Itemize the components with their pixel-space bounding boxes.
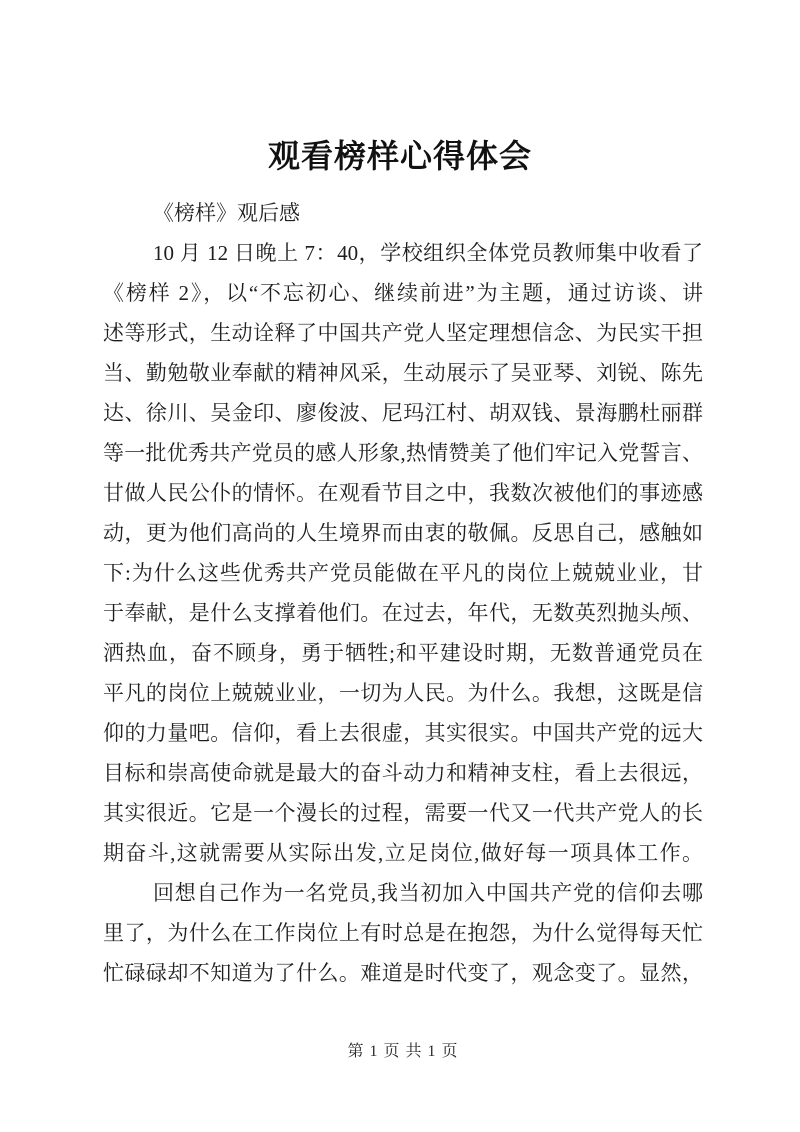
text-line: 平凡的岗位上兢兢业业，一切为人民。为什么。我想，这既是信 — [103, 681, 703, 705]
page-number-footer: 第 1 页 共 1 页 — [347, 1043, 459, 1060]
document-title: 观看榜样心得体会 — [267, 138, 532, 174]
text-line: 《榜样》观后感 — [153, 201, 300, 225]
text-line: 达、徐川、吴金印、廖俊波、尼玛江村、胡双钱、景海鹏杜丽群 — [103, 401, 703, 425]
text-line: 《榜样 2》，以“不忘初心、继续前进”为主题，通过访谈、讲 — [103, 281, 703, 305]
text-line: 于奉献，是什么支撑着他们。在过去，年代，无数英烈抛头颅、 — [103, 601, 703, 625]
text-line: 等一批优秀共产党员的感人形象,热情赞美了他们牢记入党誓言、 — [103, 441, 703, 465]
text-line: 动，更为他们高尚的人生境界而由衷的敬佩。反思自己，感触如 — [103, 521, 703, 545]
text-line: 回想自己作为一名党员,我当初加入中国共产党的信仰去哪 — [153, 881, 703, 905]
text-line: 里了，为什么在工作岗位上有时总是在抱怨，为什么觉得每天忙 — [103, 921, 703, 945]
text-line: 下:为什么这些优秀共产党员能做在平凡的岗位上兢兢业业，甘 — [103, 561, 703, 585]
document-body — [103, 193, 703, 993]
text-line: 洒热血，奋不顾身，勇于牺牲;和平建设时期，无数普通党员在 — [103, 641, 703, 665]
text-line: 仰的力量吧。信仰，看上去很虚，其实很实。中国共产党的远大 — [103, 721, 703, 745]
text-line: 目标和崇高使命就是最大的奋斗动力和精神支柱，看上去很远， — [103, 761, 703, 785]
text-line: 忙碌碌却不知道为了什么。难道是时代变了，观念变了。显然， — [103, 961, 703, 985]
text-line: 期奋斗,这就需要从实际出发,立足岗位,做好每一项具体工作。 — [103, 841, 703, 865]
text-line: 10 月 12 日晚上 7：40，学校组织全体党员教师集中收看了 — [153, 241, 703, 265]
text-line: 其实很近。它是一个漫长的过程，需要一代又一代共产党人的长 — [103, 801, 703, 825]
text-line: 甘做人民公仆的情怀。在观看节目之中，我数次被他们的事迹感 — [103, 481, 703, 505]
text-line: 当、勤勉敬业奉献的精神风采，生动展示了吴亚琴、刘锐、陈先 — [103, 361, 703, 385]
text-line: 述等形式，生动诠释了中国共产党人坚定理想信念、为民实干担 — [103, 321, 703, 345]
